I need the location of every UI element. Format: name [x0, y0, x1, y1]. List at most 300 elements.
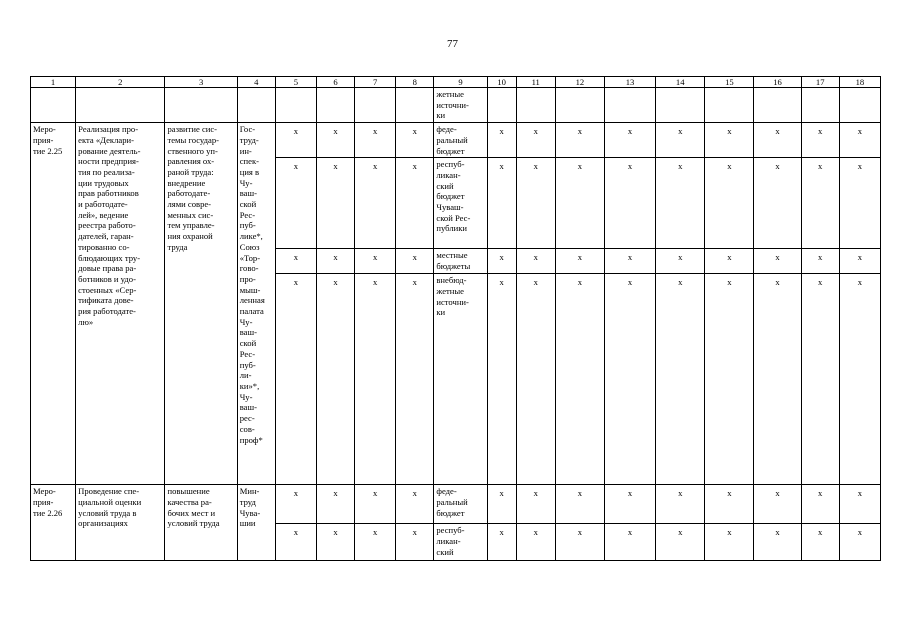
executor-line: ваш- [239, 402, 257, 413]
measure-name-line: довые права ра- [78, 263, 137, 274]
value-cell [516, 249, 555, 274]
x-mark: x [775, 161, 780, 172]
executor-line: пуб- [239, 359, 256, 370]
value-cell [604, 123, 655, 158]
executor-line: ин- [239, 145, 252, 156]
value-cell [801, 274, 839, 485]
executor-line: ленная [239, 295, 265, 306]
x-mark: x [627, 252, 633, 263]
empty-cell [165, 88, 237, 123]
executor-line: труд [239, 496, 256, 507]
mark-cell [275, 524, 316, 561]
funding-source-cell [434, 158, 487, 249]
value-cell [487, 274, 516, 485]
x-mark: x [857, 126, 863, 137]
column-number [604, 77, 655, 88]
column-number-label: 9 [458, 77, 463, 87]
value-cell [656, 249, 705, 274]
x-mark: x [577, 527, 583, 538]
x-mark: x [678, 252, 683, 263]
x-mark: x [818, 277, 823, 288]
x-mark: x [412, 488, 417, 499]
measure-goal-line: работодате- [167, 188, 211, 199]
x-mark: x [577, 277, 583, 288]
value-cell [801, 485, 839, 524]
value-cell [839, 274, 880, 485]
funding-source-line: источни- [436, 296, 469, 307]
x-mark: x [857, 488, 863, 499]
x-mark: x [727, 277, 732, 288]
x-mark: x [818, 126, 823, 137]
x-mark: x [333, 252, 338, 263]
column-number-label: 3 [198, 77, 204, 87]
empty-cell [275, 88, 316, 123]
column-number-label: 5 [293, 77, 299, 87]
x-mark: x [727, 126, 732, 137]
mark-cell [396, 123, 434, 158]
funding-source-cell [434, 524, 487, 561]
column-number-label: 8 [412, 77, 417, 87]
value-cell [656, 123, 705, 158]
column-number [754, 77, 801, 88]
x-mark: x [499, 277, 504, 288]
x-mark: x [577, 126, 583, 137]
executor-line: сов- [239, 423, 255, 434]
measure-name-line: тификата дове- [78, 295, 134, 306]
x-mark: x [293, 488, 299, 499]
funding-source-line: жетные [436, 89, 464, 99]
funding-source-cell [434, 274, 487, 485]
executor-line: Гос- [239, 124, 256, 135]
funding-source-line: респуб- [436, 525, 465, 536]
column-number [396, 77, 434, 88]
value-cell [487, 158, 516, 249]
x-mark: x [373, 488, 378, 499]
measure-name-line: ности предприя- [78, 156, 139, 167]
column-number-label: 1 [50, 77, 56, 87]
x-mark: x [775, 126, 780, 137]
funding-source-line: бюджет [436, 191, 465, 202]
column-number [76, 77, 165, 88]
empty-cell [76, 88, 165, 123]
measure-goal-cell [165, 123, 237, 485]
executor-line: ли- [239, 370, 252, 381]
value-cell [754, 274, 801, 485]
funding-source-line: ральный [436, 134, 468, 145]
value-cell [604, 158, 655, 249]
mark-cell [316, 485, 354, 524]
x-mark: x [727, 488, 732, 499]
mark-cell [275, 158, 316, 249]
measure-goal-line: внедрение [167, 177, 206, 188]
x-mark: x [333, 277, 338, 288]
x-mark: x [533, 488, 538, 499]
value-cell [705, 524, 754, 561]
value-cell [604, 524, 655, 561]
mark-cell [355, 485, 396, 524]
measure-goal-line: развитие сис- [167, 124, 218, 135]
x-mark: x [775, 277, 780, 288]
measure-name-line: Проведение спе- [78, 486, 140, 497]
funding-source-line: ки [436, 307, 446, 318]
x-mark: x [293, 277, 299, 288]
column-number-label: 15 [725, 77, 734, 87]
x-mark: x [678, 126, 683, 137]
x-mark: x [533, 277, 538, 288]
mark-cell [316, 249, 354, 274]
value-cell [839, 524, 880, 561]
empty-cell [237, 88, 275, 123]
empty-cell [705, 88, 754, 123]
column-number [31, 77, 76, 88]
x-mark: x [373, 126, 378, 137]
measure-name-line: и работодате- [78, 199, 128, 210]
mark-cell [396, 274, 434, 485]
x-mark: x [533, 126, 538, 137]
x-mark: x [533, 252, 538, 263]
x-mark: x [627, 527, 633, 538]
mark-cell [316, 158, 354, 249]
x-mark: x [818, 527, 823, 538]
page-number: 77 [447, 38, 458, 50]
measure-goal-line: менных сис- [167, 209, 214, 220]
mark-cell [355, 274, 396, 485]
value-cell [555, 249, 604, 274]
mark-cell [316, 524, 354, 561]
column-number [237, 77, 275, 88]
value-cell [555, 158, 604, 249]
x-mark: x [577, 488, 583, 499]
x-mark: x [412, 161, 417, 172]
x-mark: x [373, 252, 378, 263]
measure-name-cell [76, 485, 165, 561]
value-cell [656, 524, 705, 561]
value-cell [754, 249, 801, 274]
executor-line: ской [239, 338, 257, 349]
value-cell [705, 158, 754, 249]
measure-goal-line: условий труда [167, 518, 220, 529]
executor-line: Союз [239, 241, 260, 252]
column-number [656, 77, 705, 88]
funding-source-cell [434, 249, 487, 274]
empty-cell [396, 88, 434, 123]
x-mark: x [333, 488, 338, 499]
column-number [434, 77, 487, 88]
funding-source-line: ликан- [436, 535, 461, 546]
column-number [555, 77, 604, 88]
x-mark: x [412, 126, 417, 137]
x-mark: x [627, 126, 633, 137]
value-cell [839, 158, 880, 249]
empty-cell [839, 88, 880, 123]
executor-line: пуб- [239, 220, 256, 231]
x-mark: x [373, 527, 378, 538]
measure-name-line: рия работодате- [78, 306, 136, 317]
funding-source-line: ки [436, 110, 446, 121]
executor-line: шии [239, 518, 256, 529]
value-cell [555, 524, 604, 561]
value-cell [604, 485, 655, 524]
measure-name-line: тированно со- [78, 241, 130, 252]
value-cell [754, 123, 801, 158]
program-table [30, 76, 881, 561]
funding-source-line: жетные [436, 285, 464, 296]
funding-source-line: источни- [436, 99, 469, 110]
executor-line: палата [239, 306, 264, 317]
executor-cell [237, 123, 275, 485]
column-number-label: 17 [815, 77, 825, 87]
x-mark: x [412, 252, 417, 263]
x-mark: x [577, 161, 583, 172]
empty-cell [487, 88, 516, 123]
executor-line: про- [239, 273, 256, 284]
measure-goal-line: качества ра- [167, 496, 212, 507]
mark-cell [396, 158, 434, 249]
mark-cell [355, 123, 396, 158]
funding-source-line: ской Рес- [436, 212, 471, 223]
executor-line: ция в [239, 166, 260, 177]
executor-line: лике*, [239, 231, 263, 242]
funding-source-cell [434, 88, 487, 123]
x-mark: x [775, 488, 780, 499]
funding-source-line: феде- [436, 124, 457, 135]
funding-source-line: бюджеты [436, 260, 471, 271]
measure-title-cell [31, 123, 76, 485]
column-number [316, 77, 354, 88]
column-number-label: 16 [773, 77, 782, 87]
value-cell [604, 274, 655, 485]
column-number [165, 77, 237, 88]
x-mark: x [499, 527, 504, 538]
funding-source-line: ский [436, 180, 454, 191]
x-mark: x [333, 161, 338, 172]
column-number [487, 77, 516, 88]
funding-source-line: феде- [436, 486, 457, 497]
funding-source-line: ликан- [436, 169, 461, 180]
column-number-label: 13 [625, 77, 635, 87]
value-cell [555, 274, 604, 485]
executor-line: Чу- [239, 177, 253, 188]
column-number-label: 10 [497, 77, 506, 87]
mark-cell [396, 524, 434, 561]
column-number [516, 77, 555, 88]
executor-line: ской [239, 199, 257, 210]
value-cell [656, 485, 705, 524]
executor-line: спек- [239, 156, 259, 167]
measure-title-line: прия- [33, 134, 54, 145]
x-mark: x [412, 527, 417, 538]
x-mark: x [818, 488, 823, 499]
x-mark: x [818, 161, 823, 172]
funding-source-cell [434, 123, 487, 158]
x-mark: x [499, 252, 504, 263]
value-cell [705, 274, 754, 485]
executor-line: Чу- [239, 391, 253, 402]
funding-source-line: ральный [436, 496, 468, 507]
value-cell [839, 123, 880, 158]
executor-line: гово- [239, 263, 259, 274]
x-mark: x [678, 161, 683, 172]
column-number-label: 12 [575, 77, 585, 87]
x-mark: x [857, 527, 863, 538]
value-cell [487, 485, 516, 524]
measure-name-line: екта «Деклари- [78, 134, 134, 145]
measure-title-line: тие 2.26 [33, 507, 63, 518]
measure-row [31, 485, 881, 524]
value-cell [801, 524, 839, 561]
value-cell [801, 123, 839, 158]
empty-cell [31, 88, 76, 123]
column-number [801, 77, 839, 88]
value-cell [516, 158, 555, 249]
executor-line: Чу- [239, 316, 253, 327]
measure-goal-line: равления ох- [167, 156, 215, 167]
measure-name-line: блюдающих тру- [78, 252, 141, 263]
value-cell [705, 123, 754, 158]
column-number-label: 4 [254, 77, 259, 87]
funding-source-line: бюджет [436, 145, 465, 156]
x-mark: x [333, 126, 338, 137]
mark-cell [275, 123, 316, 158]
x-mark: x [293, 252, 299, 263]
mark-cell [355, 249, 396, 274]
measure-goal-line: ственного уп- [167, 145, 218, 156]
mark-cell [275, 274, 316, 485]
measure-name-line: лю» [78, 316, 94, 327]
value-cell [801, 249, 839, 274]
column-number-label: 18 [855, 77, 865, 87]
x-mark: x [499, 161, 504, 172]
mark-cell [355, 158, 396, 249]
funding-source-line: ский [436, 546, 454, 557]
x-mark: x [775, 252, 780, 263]
value-cell [801, 158, 839, 249]
measure-goal-line: лями совре- [167, 199, 212, 210]
funding-source-line: внебюд- [436, 275, 467, 286]
mark-cell [316, 123, 354, 158]
executor-line: Мин- [239, 486, 260, 497]
measure-name-line: прав работников [78, 188, 139, 199]
x-mark: x [818, 252, 823, 263]
funding-source-line: респуб- [436, 159, 465, 170]
x-mark: x [678, 527, 683, 538]
column-number [355, 77, 396, 88]
x-mark: x [499, 126, 504, 137]
executor-line: Рес- [239, 348, 256, 359]
empty-cell [355, 88, 396, 123]
executor-line: Рес- [239, 209, 256, 220]
measure-title-line: тие 2.25 [33, 145, 63, 156]
mark-cell [355, 524, 396, 561]
empty-cell [555, 88, 604, 123]
mark-cell [275, 249, 316, 274]
measure-name-line: ции трудовых [78, 177, 129, 188]
measure-goal-line: труда [167, 241, 188, 252]
value-cell [516, 524, 555, 561]
mark-cell [396, 249, 434, 274]
mark-cell [396, 485, 434, 524]
x-mark: x [293, 161, 299, 172]
funding-source-line: местные [436, 250, 468, 261]
value-cell [839, 485, 880, 524]
value-cell [656, 274, 705, 485]
x-mark: x [678, 488, 683, 499]
column-number-label: 7 [373, 77, 378, 87]
funding-source-line: публики [436, 223, 467, 234]
funding-source-line: Чуваш- [436, 202, 464, 213]
executor-line: ваш- [239, 188, 257, 199]
measure-name-line: реестра работо- [78, 220, 136, 231]
funding-source-line: бюджет [436, 507, 465, 518]
column-number-label: 11 [531, 77, 540, 87]
measure-goal-line: тем управле- [167, 220, 215, 231]
measure-title-line: Меро- [33, 124, 56, 135]
x-mark: x [577, 252, 583, 263]
value-cell [705, 485, 754, 524]
measure-name-line: лей», ведение [78, 209, 129, 220]
funding-source-cell [434, 485, 487, 524]
column-number [275, 77, 316, 88]
measure-title-cell [31, 485, 76, 561]
executor-line: мыш- [239, 284, 261, 295]
measure-row [31, 123, 881, 158]
empty-cell [516, 88, 555, 123]
continuation-row [31, 88, 881, 123]
measure-name-line: организациях [78, 518, 128, 529]
measure-name-line: циальной оценки [78, 496, 142, 507]
x-mark: x [627, 277, 633, 288]
value-cell [604, 249, 655, 274]
x-mark: x [499, 488, 504, 499]
value-cell [754, 158, 801, 249]
x-mark: x [775, 527, 780, 538]
x-mark: x [857, 277, 863, 288]
value-cell [487, 123, 516, 158]
value-cell [516, 485, 555, 524]
x-mark: x [627, 161, 633, 172]
x-mark: x [533, 527, 538, 538]
measure-name-cell [76, 123, 165, 485]
column-number-label: 6 [333, 77, 338, 87]
x-mark: x [678, 277, 683, 288]
header-row [31, 77, 881, 88]
x-mark: x [727, 252, 732, 263]
x-mark: x [293, 527, 299, 538]
empty-cell [316, 88, 354, 123]
measure-title-line: прия- [33, 496, 54, 507]
x-mark: x [533, 161, 538, 172]
x-mark: x [373, 277, 378, 288]
column-number-label: 14 [675, 77, 685, 87]
empty-cell [656, 88, 705, 123]
value-cell [705, 249, 754, 274]
measure-goal-cell [165, 485, 237, 561]
x-mark: x [373, 161, 378, 172]
measure-title-line: Меро- [33, 486, 56, 497]
x-mark: x [333, 527, 338, 538]
measure-name-line: дателей, гаран- [78, 231, 134, 242]
executor-line: ваш- [239, 327, 257, 338]
value-cell [516, 123, 555, 158]
measure-goal-line: темы государ- [167, 134, 220, 145]
empty-cell [754, 88, 801, 123]
value-cell [754, 485, 801, 524]
column-number [705, 77, 754, 88]
measure-goal-line: бочих мест и [167, 507, 216, 518]
x-mark: x [627, 488, 633, 499]
mark-cell [316, 274, 354, 485]
measure-name-line: ботников и удо- [78, 273, 136, 284]
